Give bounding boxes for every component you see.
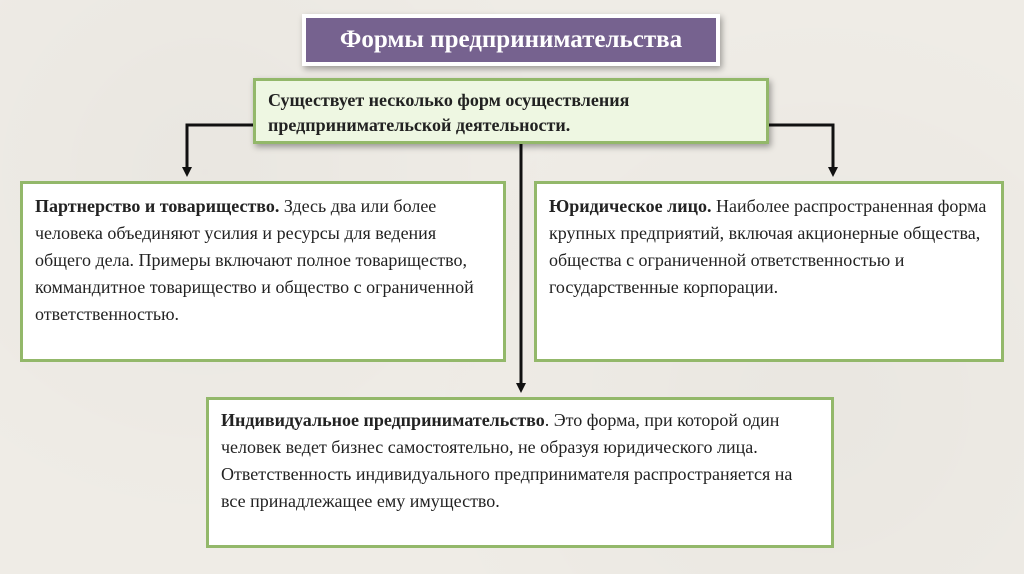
legal-entity-box xyxy=(534,181,1004,362)
partnership-text: Здесь два или более человека объединяют усилия и ресурсы для ведения общего дела. Примеры включают полное товарищество, коммандитное товарищество и общество с ограниченной ответственностью. xyxy=(35,196,474,324)
title-banner xyxy=(302,14,720,66)
individual-text: . Это форма, при которой один человек ведет бизнес самостоятельно, не образуя юридического лица. Ответственность индивидуального предпринимателя распространяется на все принадлежащее ему имущество. xyxy=(221,410,793,511)
individual-heading: Индивидуальное предпринимательство xyxy=(221,410,545,430)
page-title: Формы предпринимательства xyxy=(306,18,716,62)
individual-box xyxy=(206,397,834,548)
arrow-to-legal-entity xyxy=(769,125,833,172)
legal-entity-text: Наиболее распространенная форма крупных предприятий, включая акционерные общества, общества с ограниченной ответственностью и государственные корпорации. xyxy=(549,196,987,297)
intro-box: Существует несколько форм осуществления предпринимательской деятельности. xyxy=(253,78,769,144)
partnership-box xyxy=(20,181,506,362)
legal-entity-heading: Юридическое лицо. xyxy=(549,196,712,216)
partnership-heading: Партнерство и товарищество. xyxy=(35,196,280,216)
arrow-to-partnership xyxy=(187,125,253,172)
